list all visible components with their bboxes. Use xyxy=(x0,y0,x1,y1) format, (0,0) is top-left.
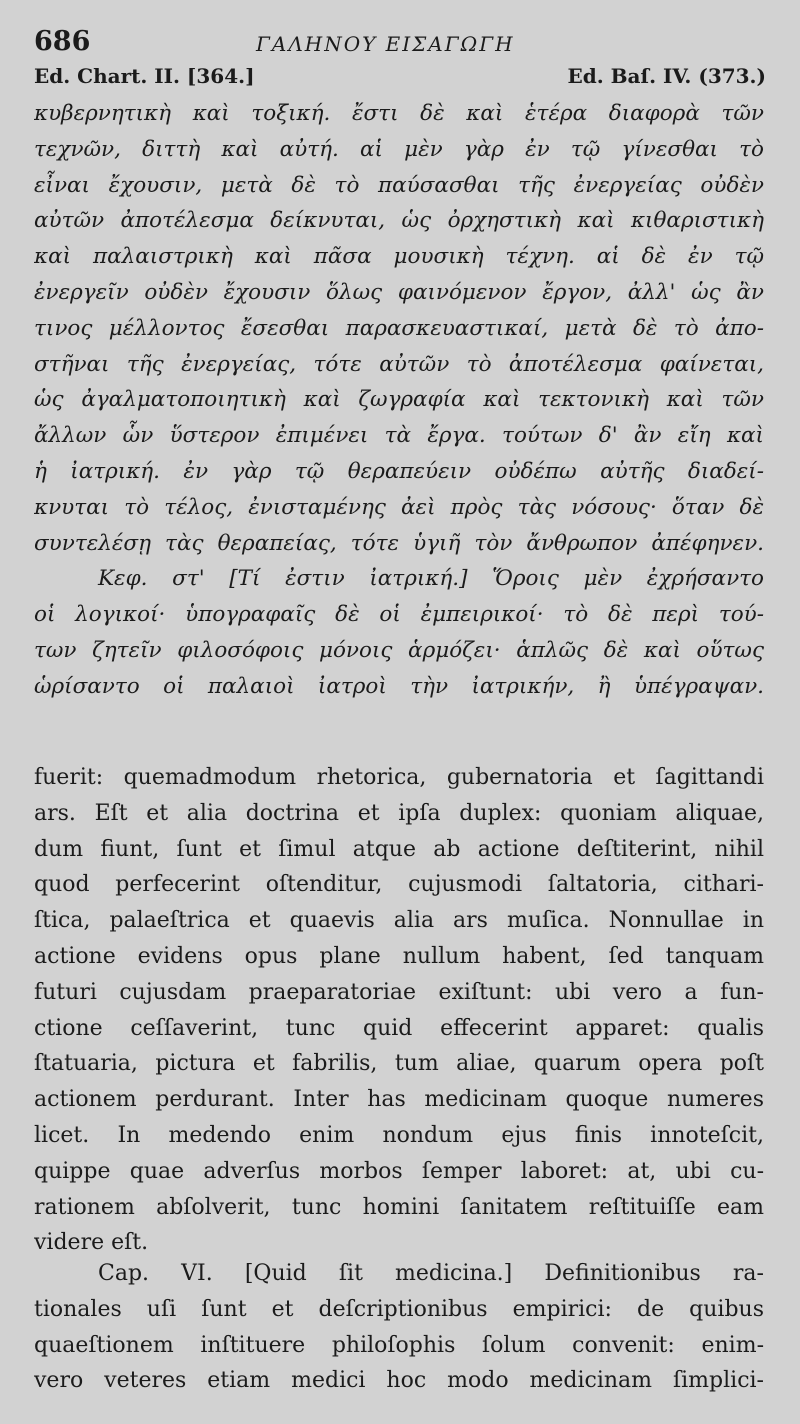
greek-line: ἄλλων ὧν ὕστερον ἐπιμένει τὰ ἔργα. τούτων δ' ἂν εἴη καὶ xyxy=(34,423,764,449)
edition-chart-reference: Ed. Chart. II. [364.] xyxy=(34,64,255,88)
latin-line: dum fiunt, ſunt et ſimul atque ab actione deſtiterint, nihil xyxy=(34,836,764,862)
latin-line: fuerit: quemadmodum rhetorica, gubernatoria et ſagittandi xyxy=(34,765,764,790)
greek-chapter-heading-line: Κεφ. στ' [Τί ἐστιν ἰατρική.] Ὅροις μὲν ἐχρήσαντο xyxy=(98,566,764,592)
greek-line: τινος μέλλοντος ἔσεσθαι παρασκευαστικαί, μετὰ δὲ τὸ ἀπο- xyxy=(34,315,764,341)
greek-line: εἶναι ἔχουσιν, μετὰ δὲ τὸ παύσασθαι τῆς ἐνεργείας οὐδὲν xyxy=(34,172,764,198)
greek-line: ἐνεργεῖν οὐδὲν ἔχουσιν ὅλως φαινόμενον ἔργον, ἀλλ' ὡς ἂν xyxy=(34,279,764,305)
greek-line: των ζητεῖν φιλοσόφοις μόνοις ἁρμόζει· ἁπλῶς δὲ καὶ οὕτως xyxy=(34,637,764,663)
edition-basel-reference: Ed. Baſ. IV. (373.) xyxy=(567,64,766,88)
greek-line: ὡς ἀγαλματοποιητικὴ καὶ ζωγραφία καὶ τεκτονικὴ καὶ τῶν xyxy=(34,387,764,413)
latin-line: actione evidens opus plane nullum habent, ſed tanquam xyxy=(34,943,764,969)
greek-line: κυβερνητικὴ καὶ τοξική. ἔστι δὲ καὶ ἑτέρα διαφορὰ τῶν xyxy=(34,101,764,126)
greek-line: ὡρίσαντο οἱ παλαιοὶ ἰατροὶ τὴν ἰατρικήν, ἢ ὑπέγραψαν. xyxy=(34,673,764,699)
latin-line: ctione ceſſaverint, tunc quid effecerint apparet: qualis xyxy=(34,1015,764,1041)
latin-chapter-heading-line: Cap. VI. [Quid ſit medicina.] Definitionibus ra- xyxy=(98,1261,764,1286)
greek-line: καὶ παλαιστρικὴ καὶ πᾶσα μουσικὴ τέχνη. αἱ δὲ ἐν τῷ xyxy=(34,244,764,270)
greek-text-block xyxy=(34,96,764,705)
latin-line: ſtica, palaeſtrica et quaevis alia ars muſica. Nonnullae in xyxy=(34,908,764,934)
latin-line: rationem abſolverit, tunc homini ſanitatem reſtituiſſe eam xyxy=(34,1194,764,1220)
latin-chapter-block xyxy=(34,1256,764,1399)
greek-line: στῆναι τῆς ἐνεργείας, τότε αὐτῶν τὸ ἀποτέλεσμα φαίνεται, xyxy=(34,351,764,377)
latin-line: videre eſt. xyxy=(34,1230,149,1256)
latin-line: ſtatuaria, pictura et fabrilis, tum aliae, quarum opera poſt xyxy=(34,1051,764,1077)
latin-line: quippe quae adverſus morbos ſemper laboret: at, ubi cu- xyxy=(34,1158,764,1184)
latin-line: tionales uſi ſunt et deſcriptionibus empirici: de quibus xyxy=(34,1296,764,1322)
running-title: ΓΑΛΗΝΟΥ ΕΙΣΑΓΩΓΗ xyxy=(256,32,515,56)
greek-line: οἱ λογικοί· ὑπογραφαῖς δὲ οἱ ἐμπειρικοί· τὸ δὲ περὶ τού- xyxy=(34,602,764,628)
latin-line: licet. In medendo enim nondum ejus finis innoteſcit, xyxy=(34,1122,764,1148)
edition-reference-line xyxy=(34,64,766,92)
page-number: 686 xyxy=(34,26,91,57)
latin-text-block xyxy=(34,760,764,1261)
latin-line: futuri cujusdam praeparatoriae exiſtunt: ubi vero a fun- xyxy=(34,979,764,1005)
latin-line: quod perfecerint oſtenditur, cujusmodi ſaltatoria, cithari- xyxy=(34,872,764,898)
page-header xyxy=(34,26,764,62)
latin-line: ars. Eſt et alia doctrina et ipſa duplex: quoniam aliquae, xyxy=(34,800,764,826)
greek-line: κνυται τὸ τέλος, ἐνισταμένης ἀεὶ πρὸς τὰς νόσους· ὅταν δὲ xyxy=(34,494,764,520)
greek-line: τεχνῶν, διττὴ καὶ αὐτή. αἱ μὲν γὰρ ἐν τῷ γίνεσθαι τὸ xyxy=(34,136,764,162)
latin-line: actionem perdurant. Inter has medicinam quoque numeres xyxy=(34,1087,764,1113)
greek-line: αὐτῶν ἀποτέλεσμα δείκνυται, ὡς ὀρχηστικὴ καὶ κιθαριστικὴ xyxy=(34,208,764,234)
latin-line: quaeſtionem inſtituere philoſophis ſolum convenit: enim- xyxy=(34,1332,764,1358)
greek-line: συντελέσῃ τὰς θεραπείας, τότε ὑγιῆ τὸν ἄνθρωπον ἀπέφηνεν. xyxy=(34,530,764,556)
greek-line: ἡ ἰατρική. ἐν γὰρ τῷ θεραπεύειν οὐδέπω αὐτῆς διαδεί- xyxy=(34,458,764,484)
latin-line: vero veteres etiam medici hoc modo medicinam ſimplici- xyxy=(34,1368,764,1394)
